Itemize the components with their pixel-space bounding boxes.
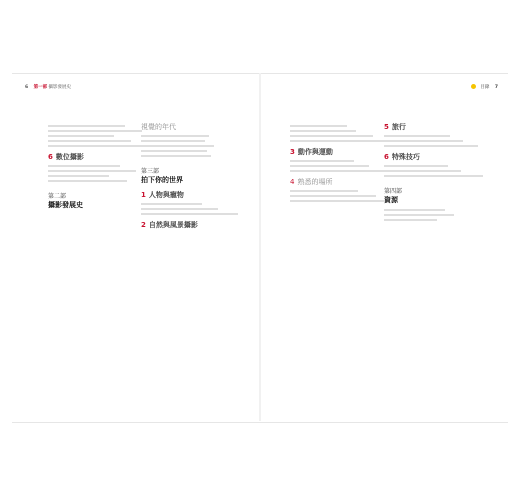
entry-fill	[48, 180, 127, 182]
entry-fill	[141, 135, 209, 137]
entry-fill	[290, 170, 384, 172]
left-page-number: 6	[25, 85, 29, 90]
left-chapter-label: 第一部	[33, 85, 48, 90]
section-heading: 2 自然與風景攝影	[141, 221, 198, 229]
entry-fill	[384, 165, 448, 167]
entry-fill	[290, 200, 387, 202]
left-page-header	[21, 84, 71, 90]
entry-fill	[48, 170, 136, 172]
entry-fill	[48, 125, 125, 127]
entry-fill	[141, 155, 211, 157]
right-header-title: 目錄	[480, 85, 490, 90]
entry-fill	[384, 135, 450, 137]
entry-fill	[290, 130, 356, 132]
entry-fill	[290, 125, 347, 127]
entry-fill	[48, 135, 114, 137]
entry-fill	[290, 195, 376, 197]
spine-gutter	[259, 73, 261, 421]
section-heading: 4 熟悉的場所	[290, 178, 333, 186]
entry-fill	[384, 140, 463, 142]
entry-fill	[48, 145, 147, 147]
entry-fill	[141, 140, 205, 142]
entry-fill	[141, 203, 202, 205]
left-chapter-title: 攝影發展史	[48, 85, 72, 90]
toc-column-4	[384, 122, 494, 224]
entry-fill	[48, 165, 120, 167]
entry-fill	[384, 219, 437, 221]
entry-fill	[48, 140, 131, 142]
section-heading: 1 人物與寵物	[141, 191, 184, 199]
entry-fill	[384, 145, 478, 147]
part-heading: 第三部 拍下你的世界	[141, 168, 183, 184]
entry-fill	[290, 165, 369, 167]
entry-fill	[384, 175, 483, 177]
entry-fill	[384, 214, 454, 216]
section-heading: 6 特殊技巧	[384, 153, 420, 161]
toc-column-2	[141, 122, 251, 233]
entry-fill	[141, 150, 207, 152]
entry-fill	[141, 208, 218, 210]
section-heading: 3 動作與運動	[290, 148, 333, 156]
entry-fill	[48, 130, 142, 132]
entry-fill	[290, 160, 354, 162]
entry-fill	[141, 213, 238, 215]
part-heading: 第二部 攝影發展史	[48, 193, 83, 209]
entry-fill	[384, 170, 461, 172]
section-heading: 6 數位攝影	[48, 153, 84, 161]
part-heading: 第四部 資源	[384, 188, 403, 204]
section-heading: 視覺的年代	[141, 123, 176, 131]
right-page-header	[471, 84, 502, 90]
right-page-number: 7	[494, 85, 498, 90]
entry-fill	[384, 209, 445, 211]
entry-fill	[290, 135, 373, 137]
entry-fill	[141, 145, 214, 147]
entry-fill	[48, 175, 109, 177]
yellow-dot-icon	[471, 84, 476, 89]
entry-fill	[290, 140, 389, 142]
entry-fill	[290, 190, 358, 192]
section-heading: 5 旅行	[384, 123, 406, 131]
